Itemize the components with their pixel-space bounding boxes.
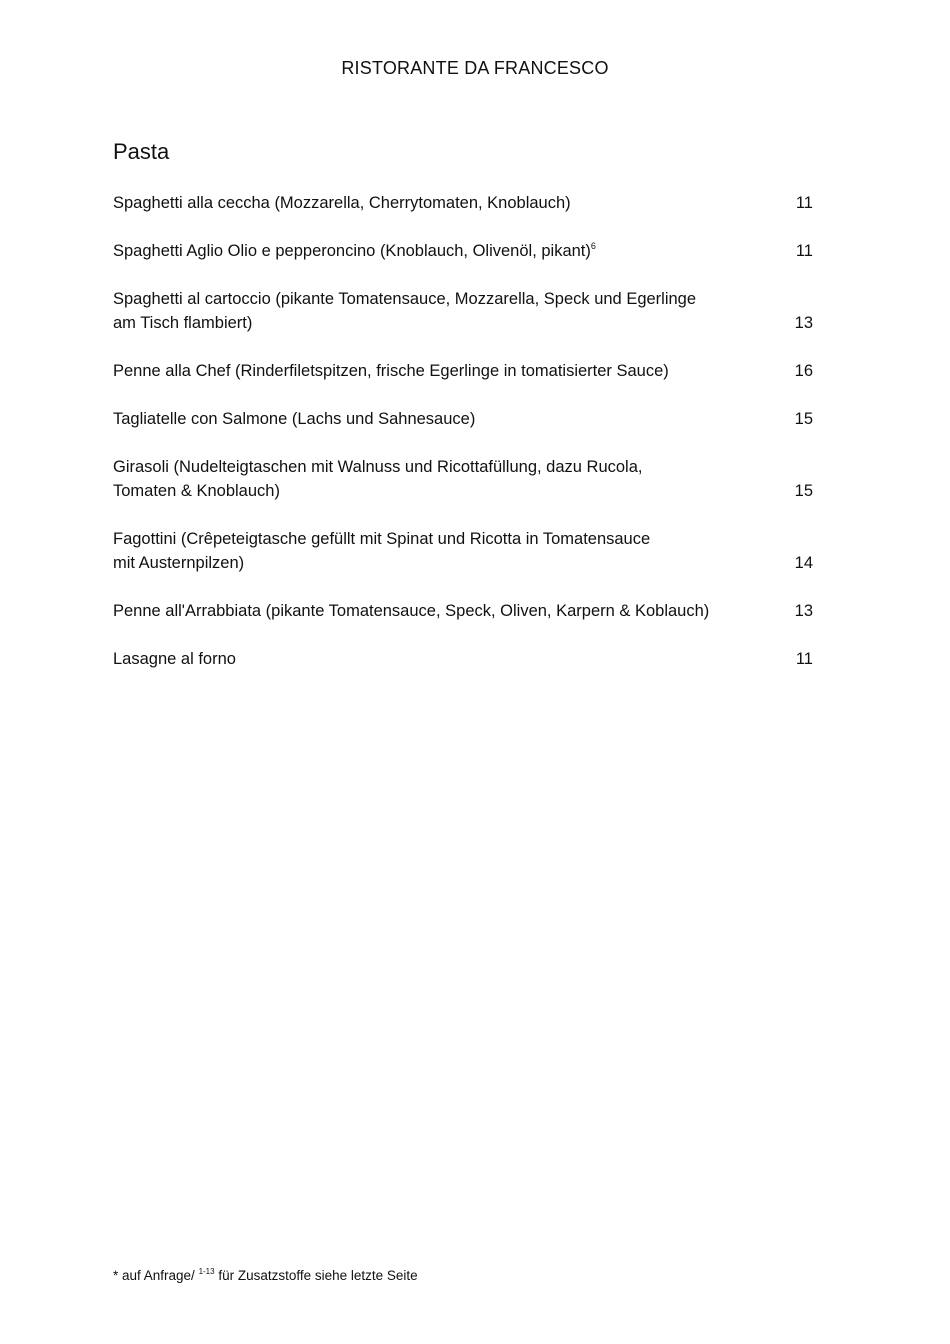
- menu-item-description-line: [113, 407, 763, 431]
- menu-item-price: 13: [794, 314, 813, 332]
- menu-item-text: Spaghetti alla ceccha (Mozzarella, Cherrytomaten, Knoblauch): [113, 194, 571, 212]
- menu-item-description-line: [113, 647, 763, 671]
- menu-item-description: [113, 527, 763, 575]
- menu-item-text: Girasoli (Nudelteigtaschen mit Walnuss und Ricottafüllung, dazu Rucola,: [113, 458, 643, 476]
- menu-item: [113, 527, 813, 575]
- menu-item-text: Spaghetti al cartoccio (pikante Tomatensauce, Mozzarella, Speck und Egerlinge: [113, 290, 697, 308]
- menu-item-description: [113, 239, 763, 263]
- menu-item-description: [113, 455, 763, 503]
- menu-item-description: [113, 287, 763, 335]
- menu-item-description-line: [113, 311, 763, 335]
- menu-item-text: Spaghetti Aglio Olio e pepperoncino (Knoblauch, Olivenöl, pikant): [113, 242, 591, 260]
- section-title-pasta: Pasta: [113, 139, 170, 164]
- menu-item: [113, 287, 813, 335]
- menu-item-price: 13: [794, 602, 813, 620]
- footnote-suffix: für Zusatzstoffe siehe letzte Seite: [214, 1268, 418, 1283]
- menu-item: [113, 647, 813, 671]
- menu-item-description: [113, 191, 763, 215]
- menu-item: [113, 599, 813, 623]
- menu-item-description: [113, 647, 763, 671]
- menu-item-description-line: [113, 239, 763, 263]
- menu-item: [113, 407, 813, 431]
- menu-list: [113, 191, 813, 695]
- menu-item-text: mit Austernpilzen): [113, 554, 245, 572]
- menu-item-price: 11: [795, 242, 813, 260]
- menu-item-price: 16: [794, 362, 813, 380]
- menu-item-description-line: [113, 551, 763, 575]
- menu-item-description: [113, 599, 763, 623]
- menu-item-description-line: [113, 455, 763, 479]
- menu-item-text: Penne all'Arrabbiata (pikante Tomatensauce, Speck, Oliven, Karpern & Koblauch): [113, 602, 710, 620]
- menu-item-description: [113, 359, 763, 383]
- menu-item-description: [113, 407, 763, 431]
- menu-item-price: 11: [795, 650, 813, 668]
- footnote: [113, 1268, 418, 1283]
- menu-item-text: Tomaten & Knoblauch): [113, 482, 280, 500]
- menu-item-text: am Tisch flambiert): [113, 314, 253, 332]
- menu-item-description-line: [113, 479, 763, 503]
- restaurant-name: RISTORANTE DA FRANCESCO: [341, 58, 609, 78]
- menu-item-text: Fagottini (Crêpeteigtasche gefüllt mit Spinat und Ricotta in Tomatensauce: [113, 530, 651, 548]
- menu-item-price: 14: [794, 554, 813, 572]
- menu-item-price: 11: [795, 194, 813, 212]
- menu-item: [113, 239, 813, 263]
- menu-item-description-line: [113, 191, 763, 215]
- footnote-prefix: * auf Anfrage/: [113, 1268, 199, 1283]
- menu-item: [113, 455, 813, 503]
- menu-item-description-line: [113, 359, 763, 383]
- menu-item-description-line: [113, 599, 763, 623]
- menu-item-text: Lasagne al forno: [113, 650, 236, 668]
- menu-item-description-line: [113, 527, 763, 551]
- menu-item: [113, 359, 813, 383]
- footnote-superscript: 1-13: [198, 1267, 215, 1276]
- menu-item-description-line: [113, 287, 763, 311]
- menu-item-price: 15: [794, 410, 813, 428]
- menu-item-additive-superscript: 6: [590, 241, 596, 251]
- menu-item-price: 15: [794, 482, 813, 500]
- menu-item-text: Tagliatelle con Salmone (Lachs und Sahnesauce): [113, 410, 476, 428]
- menu-item-text: Penne alla Chef (Rinderfiletspitzen, frische Egerlinge in tomatisierter Sauce): [113, 362, 669, 380]
- menu-item: [113, 191, 813, 215]
